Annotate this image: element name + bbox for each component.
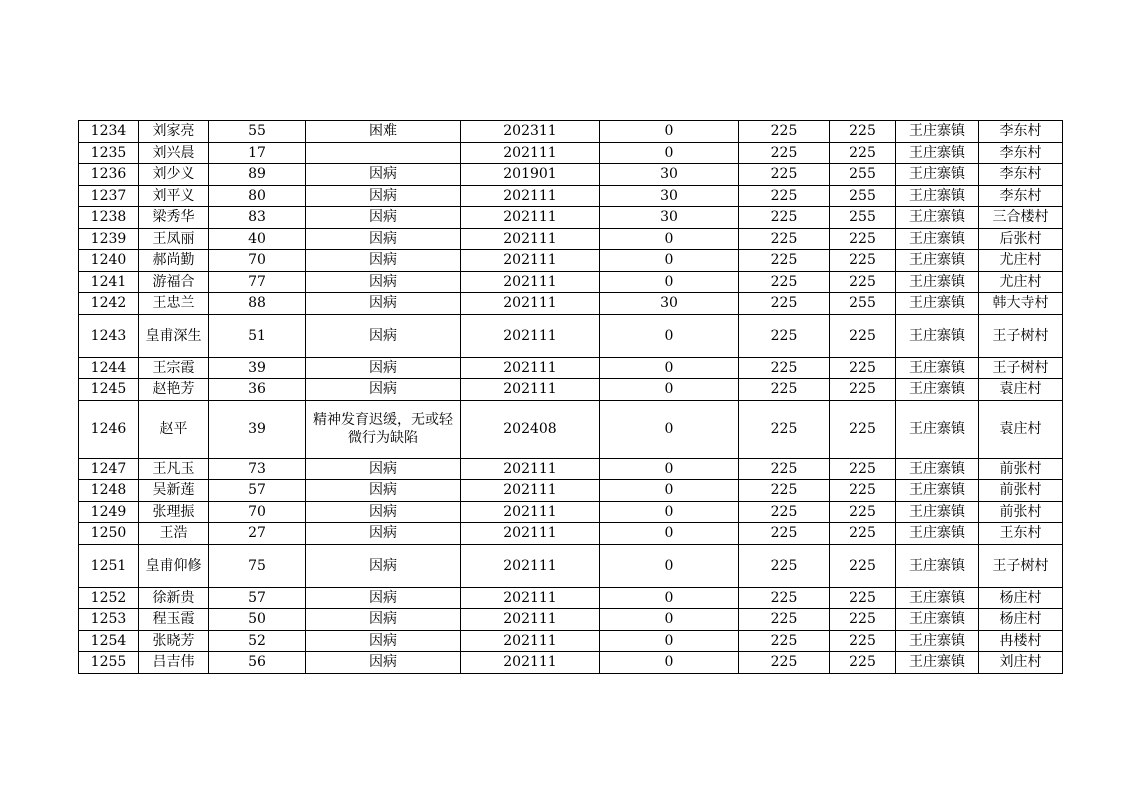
table-row [79, 544, 1063, 587]
cell-age: 36 [209, 379, 306, 401]
cell-reason: 因病 [306, 228, 461, 250]
cell-extra-amount: 30 [600, 293, 739, 315]
cell-row-number: 1246 [79, 400, 139, 458]
cell-village: 冉楼村 [979, 630, 1063, 652]
cell-row-number: 1236 [79, 164, 139, 186]
cell-total-amount: 225 [830, 379, 896, 401]
cell-village: 刘庄村 [979, 652, 1063, 674]
cell-name: 王忠兰 [139, 293, 209, 315]
cell-base-amount: 225 [739, 523, 830, 545]
cell-village: 尤庄村 [979, 250, 1063, 272]
cell-total-amount: 225 [830, 142, 896, 164]
cell-village: 王子树村 [979, 357, 1063, 379]
cell-town: 王庄寨镇 [896, 121, 979, 143]
cell-town: 王庄寨镇 [896, 480, 979, 502]
cell-village: 前张村 [979, 501, 1063, 523]
cell-base-amount: 225 [739, 458, 830, 480]
cell-age: 80 [209, 185, 306, 207]
cell-town: 王庄寨镇 [896, 400, 979, 458]
cell-total-amount: 255 [830, 207, 896, 229]
cell-age: 70 [209, 250, 306, 272]
table-row [79, 400, 1063, 458]
cell-base-amount: 225 [739, 501, 830, 523]
cell-start-month: 202311 [461, 121, 600, 143]
cell-age: 57 [209, 587, 306, 609]
cell-base-amount: 225 [739, 480, 830, 502]
cell-total-amount: 225 [830, 523, 896, 545]
cell-base-amount: 225 [739, 207, 830, 229]
cell-base-amount: 225 [739, 228, 830, 250]
cell-row-number: 1245 [79, 379, 139, 401]
cell-town: 王庄寨镇 [896, 523, 979, 545]
cell-town: 王庄寨镇 [896, 185, 979, 207]
cell-row-number: 1240 [79, 250, 139, 272]
cell-start-month: 202111 [461, 271, 600, 293]
cell-village: 王子树村 [979, 544, 1063, 587]
cell-town: 王庄寨镇 [896, 379, 979, 401]
cell-name: 游福合 [139, 271, 209, 293]
cell-village: 袁庄村 [979, 400, 1063, 458]
table-row [79, 228, 1063, 250]
table-row [79, 314, 1063, 357]
cell-total-amount: 225 [830, 121, 896, 143]
table-row [79, 480, 1063, 502]
cell-town: 王庄寨镇 [896, 314, 979, 357]
cell-base-amount: 225 [739, 400, 830, 458]
cell-town: 王庄寨镇 [896, 630, 979, 652]
cell-base-amount: 225 [739, 164, 830, 186]
cell-age: 50 [209, 609, 306, 631]
cell-age: 55 [209, 121, 306, 143]
cell-base-amount: 225 [739, 121, 830, 143]
cell-age: 39 [209, 357, 306, 379]
roster-table [78, 120, 1063, 674]
cell-total-amount: 225 [830, 314, 896, 357]
cell-start-month: 202111 [461, 630, 600, 652]
cell-reason: 因病 [306, 630, 461, 652]
cell-total-amount: 225 [830, 458, 896, 480]
cell-name: 郝尚勤 [139, 250, 209, 272]
cell-name: 刘家亮 [139, 121, 209, 143]
table-row [79, 271, 1063, 293]
cell-start-month: 202111 [461, 587, 600, 609]
cell-start-month: 202111 [461, 314, 600, 357]
cell-total-amount: 225 [830, 609, 896, 631]
table-row [79, 523, 1063, 545]
cell-row-number: 1235 [79, 142, 139, 164]
cell-row-number: 1238 [79, 207, 139, 229]
cell-age: 27 [209, 523, 306, 545]
cell-name: 赵平 [139, 400, 209, 458]
cell-total-amount: 225 [830, 630, 896, 652]
cell-village: 袁庄村 [979, 379, 1063, 401]
cell-name: 赵艳芳 [139, 379, 209, 401]
cell-reason: 因病 [306, 652, 461, 674]
cell-extra-amount: 0 [600, 400, 739, 458]
cell-reason: 因病 [306, 293, 461, 315]
cell-reason: 因病 [306, 314, 461, 357]
cell-total-amount: 255 [830, 164, 896, 186]
cell-total-amount: 225 [830, 357, 896, 379]
cell-extra-amount: 0 [600, 228, 739, 250]
cell-reason: 因病 [306, 379, 461, 401]
cell-extra-amount: 0 [600, 357, 739, 379]
cell-row-number: 1250 [79, 523, 139, 545]
cell-start-month: 201901 [461, 164, 600, 186]
cell-base-amount: 225 [739, 357, 830, 379]
cell-village: 前张村 [979, 480, 1063, 502]
cell-age: 52 [209, 630, 306, 652]
cell-age: 75 [209, 544, 306, 587]
cell-age: 88 [209, 293, 306, 315]
table-row [79, 185, 1063, 207]
cell-name: 刘兴晨 [139, 142, 209, 164]
cell-reason: 因病 [306, 164, 461, 186]
table-row [79, 652, 1063, 674]
cell-reason: 精神发育迟缓，无或轻微行为缺陷 [306, 400, 461, 458]
cell-town: 王庄寨镇 [896, 228, 979, 250]
cell-total-amount: 255 [830, 185, 896, 207]
cell-reason: 因病 [306, 523, 461, 545]
cell-town: 王庄寨镇 [896, 250, 979, 272]
cell-extra-amount: 0 [600, 501, 739, 523]
cell-age: 83 [209, 207, 306, 229]
cell-extra-amount: 0 [600, 314, 739, 357]
cell-base-amount: 225 [739, 630, 830, 652]
cell-base-amount: 225 [739, 379, 830, 401]
cell-extra-amount: 0 [600, 480, 739, 502]
cell-extra-amount: 0 [600, 544, 739, 587]
cell-age: 73 [209, 458, 306, 480]
table-row [79, 609, 1063, 631]
cell-row-number: 1242 [79, 293, 139, 315]
cell-extra-amount: 0 [600, 458, 739, 480]
cell-row-number: 1255 [79, 652, 139, 674]
cell-start-month: 202111 [461, 480, 600, 502]
cell-row-number: 1251 [79, 544, 139, 587]
cell-start-month: 202111 [461, 228, 600, 250]
roster-body [79, 121, 1063, 674]
cell-start-month: 202111 [461, 379, 600, 401]
cell-start-month: 202111 [461, 523, 600, 545]
cell-base-amount: 225 [739, 185, 830, 207]
cell-age: 77 [209, 271, 306, 293]
cell-extra-amount: 0 [600, 523, 739, 545]
cell-start-month: 202111 [461, 250, 600, 272]
cell-reason: 因病 [306, 357, 461, 379]
cell-town: 王庄寨镇 [896, 544, 979, 587]
cell-start-month: 202111 [461, 185, 600, 207]
cell-name: 皇甫深生 [139, 314, 209, 357]
cell-reason [306, 142, 461, 164]
cell-row-number: 1241 [79, 271, 139, 293]
cell-base-amount: 225 [739, 142, 830, 164]
cell-extra-amount: 0 [600, 652, 739, 674]
cell-village: 李东村 [979, 164, 1063, 186]
cell-village: 李东村 [979, 142, 1063, 164]
cell-name: 程玉霞 [139, 609, 209, 631]
cell-base-amount: 225 [739, 609, 830, 631]
cell-age: 70 [209, 501, 306, 523]
cell-base-amount: 225 [739, 250, 830, 272]
cell-row-number: 1234 [79, 121, 139, 143]
cell-name: 王浩 [139, 523, 209, 545]
cell-age: 89 [209, 164, 306, 186]
cell-total-amount: 225 [830, 501, 896, 523]
cell-extra-amount: 30 [600, 185, 739, 207]
cell-name: 皇甫仰修 [139, 544, 209, 587]
cell-village: 尤庄村 [979, 271, 1063, 293]
cell-row-number: 1254 [79, 630, 139, 652]
cell-start-month: 202111 [461, 544, 600, 587]
cell-total-amount: 225 [830, 544, 896, 587]
cell-village: 王东村 [979, 523, 1063, 545]
cell-village: 杨庄村 [979, 609, 1063, 631]
cell-town: 王庄寨镇 [896, 458, 979, 480]
cell-extra-amount: 0 [600, 142, 739, 164]
cell-village: 三合楼村 [979, 207, 1063, 229]
cell-base-amount: 225 [739, 293, 830, 315]
cell-town: 王庄寨镇 [896, 271, 979, 293]
cell-total-amount: 225 [830, 652, 896, 674]
cell-row-number: 1239 [79, 228, 139, 250]
cell-base-amount: 225 [739, 314, 830, 357]
cell-total-amount: 225 [830, 480, 896, 502]
cell-town: 王庄寨镇 [896, 609, 979, 631]
cell-town: 王庄寨镇 [896, 164, 979, 186]
cell-name: 王宗霞 [139, 357, 209, 379]
cell-extra-amount: 30 [600, 207, 739, 229]
table-row [79, 250, 1063, 272]
cell-reason: 因病 [306, 207, 461, 229]
cell-extra-amount: 0 [600, 609, 739, 631]
cell-village: 前张村 [979, 458, 1063, 480]
cell-reason: 因病 [306, 587, 461, 609]
cell-village: 后张村 [979, 228, 1063, 250]
cell-name: 刘少义 [139, 164, 209, 186]
cell-start-month: 202111 [461, 458, 600, 480]
cell-extra-amount: 0 [600, 121, 739, 143]
cell-row-number: 1248 [79, 480, 139, 502]
cell-start-month: 202111 [461, 142, 600, 164]
cell-reason: 因病 [306, 185, 461, 207]
cell-age: 17 [209, 142, 306, 164]
cell-start-month: 202111 [461, 652, 600, 674]
cell-total-amount: 225 [830, 228, 896, 250]
cell-reason: 因病 [306, 458, 461, 480]
cell-age: 56 [209, 652, 306, 674]
table-row [79, 357, 1063, 379]
cell-town: 王庄寨镇 [896, 652, 979, 674]
cell-town: 王庄寨镇 [896, 501, 979, 523]
cell-total-amount: 255 [830, 293, 896, 315]
cell-total-amount: 225 [830, 250, 896, 272]
cell-start-month: 202111 [461, 357, 600, 379]
cell-reason: 因病 [306, 609, 461, 631]
cell-village: 韩大寺村 [979, 293, 1063, 315]
cell-name: 吴新莲 [139, 480, 209, 502]
table-row [79, 207, 1063, 229]
cell-base-amount: 225 [739, 271, 830, 293]
cell-village: 李东村 [979, 185, 1063, 207]
cell-age: 51 [209, 314, 306, 357]
cell-reason: 因病 [306, 544, 461, 587]
cell-age: 40 [209, 228, 306, 250]
cell-village: 王子树村 [979, 314, 1063, 357]
cell-row-number: 1252 [79, 587, 139, 609]
cell-total-amount: 225 [830, 271, 896, 293]
cell-extra-amount: 0 [600, 271, 739, 293]
cell-row-number: 1253 [79, 609, 139, 631]
cell-village: 杨庄村 [979, 587, 1063, 609]
table-row [79, 379, 1063, 401]
cell-base-amount: 225 [739, 587, 830, 609]
cell-town: 王庄寨镇 [896, 142, 979, 164]
cell-town: 王庄寨镇 [896, 293, 979, 315]
cell-row-number: 1244 [79, 357, 139, 379]
table-row [79, 630, 1063, 652]
cell-total-amount: 225 [830, 587, 896, 609]
table-row [79, 121, 1063, 143]
cell-start-month: 202111 [461, 501, 600, 523]
cell-row-number: 1237 [79, 185, 139, 207]
cell-reason: 因病 [306, 480, 461, 502]
cell-base-amount: 225 [739, 544, 830, 587]
cell-start-month: 202111 [461, 609, 600, 631]
cell-start-month: 202408 [461, 400, 600, 458]
cell-reason: 因病 [306, 250, 461, 272]
cell-row-number: 1243 [79, 314, 139, 357]
cell-extra-amount: 30 [600, 164, 739, 186]
cell-start-month: 202111 [461, 293, 600, 315]
cell-base-amount: 225 [739, 652, 830, 674]
cell-reason: 因病 [306, 501, 461, 523]
table-row [79, 501, 1063, 523]
cell-reason: 因病 [306, 271, 461, 293]
cell-name: 吕吉伟 [139, 652, 209, 674]
cell-name: 徐新贵 [139, 587, 209, 609]
table-row [79, 164, 1063, 186]
cell-row-number: 1249 [79, 501, 139, 523]
cell-extra-amount: 0 [600, 379, 739, 401]
cell-reason: 困难 [306, 121, 461, 143]
cell-name: 王凤丽 [139, 228, 209, 250]
table-row [79, 293, 1063, 315]
cell-town: 王庄寨镇 [896, 357, 979, 379]
cell-total-amount: 225 [830, 400, 896, 458]
cell-extra-amount: 0 [600, 250, 739, 272]
cell-name: 张晓芳 [139, 630, 209, 652]
cell-town: 王庄寨镇 [896, 587, 979, 609]
cell-name: 梁秀华 [139, 207, 209, 229]
cell-name: 张理振 [139, 501, 209, 523]
table-row [79, 142, 1063, 164]
cell-row-number: 1247 [79, 458, 139, 480]
cell-extra-amount: 0 [600, 587, 739, 609]
cell-village: 李东村 [979, 121, 1063, 143]
cell-name: 刘平义 [139, 185, 209, 207]
cell-start-month: 202111 [461, 207, 600, 229]
cell-age: 39 [209, 400, 306, 458]
cell-extra-amount: 0 [600, 630, 739, 652]
table-row [79, 458, 1063, 480]
cell-town: 王庄寨镇 [896, 207, 979, 229]
cell-age: 57 [209, 480, 306, 502]
table-row [79, 587, 1063, 609]
cell-name: 王凡玉 [139, 458, 209, 480]
